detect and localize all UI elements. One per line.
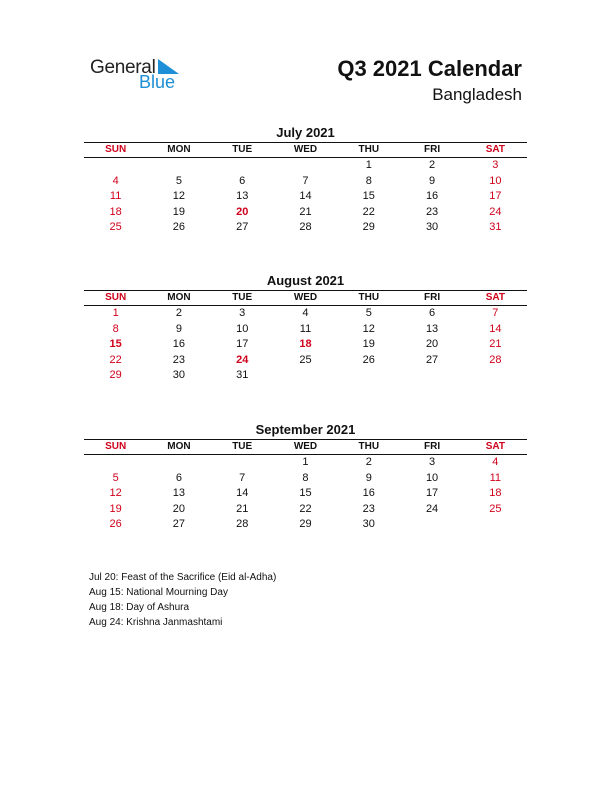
empty-cell [84, 158, 147, 174]
month-title: August 2021 [266, 273, 345, 288]
day-cell: 17 [425, 487, 439, 499]
page-subtitle: Bangladesh [432, 85, 522, 104]
day-cell: 16 [172, 338, 186, 350]
day-cell: 20 [236, 205, 249, 218]
month-august [84, 272, 527, 384]
day-cell: 7 [239, 471, 246, 484]
day-cell: 30 [425, 221, 439, 233]
day-cell: 15 [362, 190, 375, 202]
empty-cell [147, 455, 210, 471]
day-cell: 24 [489, 205, 502, 218]
day-cell: 7 [302, 174, 309, 187]
weekday-header [84, 439, 527, 455]
day-cell: 31 [489, 221, 502, 233]
holiday-note: Aug 18: Day of Ashura [89, 602, 190, 613]
weekday-thu: THU [358, 292, 380, 303]
day-cell: 22 [362, 205, 375, 218]
empty-cell [147, 158, 210, 174]
day-cell: 2 [175, 307, 182, 319]
weekday-sat: SAT [485, 292, 505, 303]
weekday-wed: WED [293, 441, 318, 452]
empty-cell [84, 455, 147, 471]
day-cell: 5 [112, 471, 119, 484]
day-cell: 14 [299, 190, 312, 202]
weekday-thu: THU [358, 441, 380, 452]
day-cell: 28 [299, 221, 312, 233]
day-grid [84, 158, 527, 236]
day-cell: 20 [425, 338, 439, 350]
day-cell: 25 [109, 221, 122, 233]
empty-cell [211, 455, 274, 471]
day-cell: 27 [236, 221, 249, 233]
weekday-sat: SAT [485, 441, 505, 452]
weekday-wed: WED [293, 292, 318, 303]
weekday-thu: THU [358, 144, 380, 155]
day-cell: 10 [236, 322, 249, 335]
day-cell: 29 [299, 518, 312, 530]
day-cell: 11 [299, 322, 312, 335]
day-grid [84, 455, 527, 533]
logo-blue-text: Blue [139, 72, 176, 92]
day-cell: 26 [109, 518, 122, 530]
day-cell: 3 [492, 159, 499, 171]
day-cell: 30 [362, 518, 375, 530]
day-cell: 4 [492, 456, 499, 468]
day-cell: 12 [362, 322, 375, 335]
day-cell: 28 [489, 353, 502, 366]
day-cell: 24 [425, 502, 439, 515]
day-cell: 27 [425, 353, 439, 366]
weekday-sun: SUN [105, 292, 127, 303]
weekday-fri: FRI [424, 292, 441, 303]
weekday-mon: MON [167, 144, 191, 155]
day-cell: 16 [425, 190, 439, 202]
holiday-note: Aug 24: Krishna Janmashtami [89, 617, 223, 628]
day-cell: 13 [425, 322, 439, 335]
day-cell: 17 [489, 190, 502, 202]
weekday-sun: SUN [105, 144, 127, 155]
day-cell: 3 [239, 307, 246, 319]
weekday-sun: SUN [105, 441, 127, 452]
day-cell: 9 [365, 471, 372, 484]
day-cell: 13 [236, 190, 249, 202]
month-title: September 2021 [255, 422, 356, 437]
weekday-tue: TUE [232, 144, 253, 155]
day-cell: 15 [299, 487, 312, 499]
day-cell: 21 [236, 502, 249, 515]
day-cell: 12 [172, 190, 186, 202]
weekday-header [84, 142, 527, 158]
day-cell: 23 [362, 502, 375, 515]
day-cell: 29 [109, 369, 122, 381]
day-cell: 23 [172, 353, 186, 366]
empty-cell [211, 158, 274, 174]
weekday-mon: MON [167, 441, 191, 452]
day-cell: 19 [362, 338, 375, 350]
day-cell: 18 [109, 205, 122, 218]
month-september [84, 421, 527, 533]
day-cell: 6 [175, 471, 182, 484]
holiday-note: Aug 15: National Mourning Day [89, 587, 228, 598]
day-cell: 8 [365, 174, 372, 187]
day-cell: 15 [109, 338, 122, 350]
day-cell: 9 [175, 322, 182, 335]
day-cell: 21 [299, 205, 312, 218]
day-cell: 22 [299, 502, 312, 515]
day-cell: 12 [109, 487, 122, 499]
page-title: Q3 2021 Calendar [337, 56, 522, 81]
day-cell: 31 [236, 369, 249, 381]
day-cell: 1 [302, 456, 309, 468]
day-cell: 18 [299, 338, 312, 350]
day-cell: 17 [236, 338, 249, 350]
logo [90, 56, 200, 96]
day-cell: 24 [236, 353, 249, 366]
day-cell: 16 [362, 487, 375, 499]
day-cell: 8 [112, 322, 119, 335]
day-cell: 5 [175, 174, 182, 187]
month-july [84, 124, 527, 236]
day-cell: 14 [489, 322, 502, 335]
day-grid [84, 306, 527, 384]
day-cell: 27 [172, 518, 186, 530]
empty-cell [274, 158, 337, 174]
day-cell: 6 [239, 174, 246, 187]
day-cell: 2 [429, 159, 436, 171]
holiday-note: Jul 20: Feast of the Sacrifice (Eid al-Adha) [89, 572, 277, 583]
weekday-fri: FRI [424, 144, 441, 155]
weekday-fri: FRI [424, 441, 441, 452]
day-cell: 2 [365, 456, 372, 468]
day-cell: 9 [429, 174, 436, 187]
day-cell: 1 [365, 159, 372, 171]
day-cell: 28 [236, 518, 249, 530]
holiday-notes [89, 570, 276, 630]
day-cell: 19 [172, 205, 186, 218]
day-cell: 25 [299, 353, 312, 366]
month-title: July 2021 [276, 125, 335, 140]
weekday-mon: MON [167, 292, 191, 303]
day-cell: 4 [302, 307, 309, 319]
day-cell: 11 [109, 190, 122, 202]
weekday-tue: TUE [232, 441, 253, 452]
day-cell: 10 [489, 174, 502, 187]
weekday-sat: SAT [485, 144, 505, 155]
day-cell: 3 [429, 456, 436, 468]
day-cell: 30 [172, 369, 186, 381]
weekday-wed: WED [293, 144, 318, 155]
day-cell: 20 [172, 502, 186, 515]
weekday-tue: TUE [232, 292, 253, 303]
day-cell: 7 [492, 307, 499, 319]
day-cell: 26 [362, 353, 375, 366]
day-cell: 6 [429, 307, 436, 319]
weekday-header [84, 290, 527, 306]
day-cell: 29 [362, 221, 375, 233]
day-cell: 18 [489, 487, 502, 499]
day-cell: 14 [236, 487, 249, 499]
day-cell: 22 [109, 353, 122, 366]
day-cell: 26 [172, 221, 186, 233]
day-cell: 25 [489, 502, 502, 515]
day-cell: 21 [489, 338, 502, 350]
logo-general-text: General [90, 57, 156, 78]
day-cell: 4 [112, 174, 119, 187]
day-cell: 8 [302, 471, 309, 484]
day-cell: 1 [112, 307, 119, 319]
day-cell: 10 [425, 471, 439, 484]
day-cell: 11 [489, 471, 502, 484]
day-cell: 5 [365, 307, 372, 319]
day-cell: 13 [172, 487, 186, 499]
day-cell: 23 [425, 205, 439, 218]
day-cell: 19 [109, 502, 122, 515]
